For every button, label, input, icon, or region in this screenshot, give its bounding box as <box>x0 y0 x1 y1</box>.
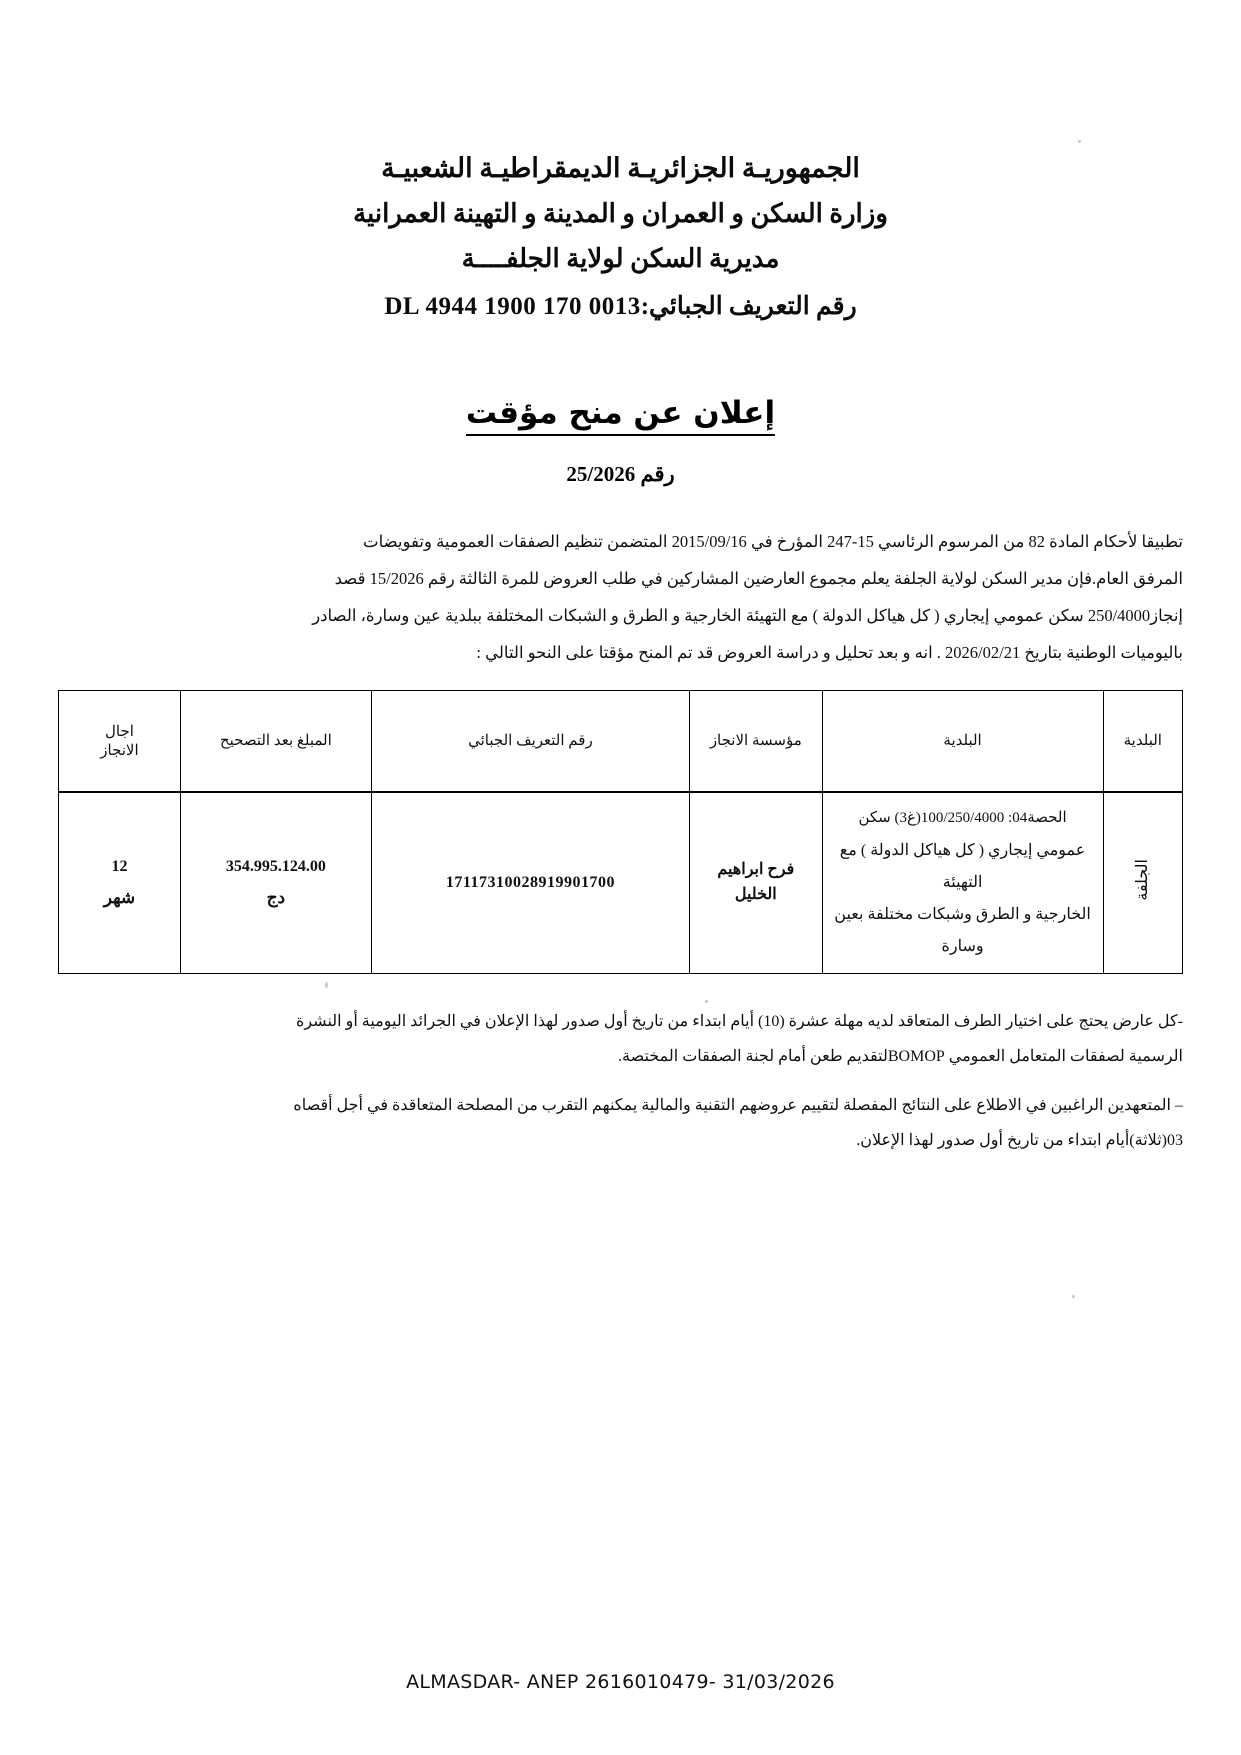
note-2-line-2: 03(ثلاثة)أيام ابتداء من تاريخ أول صدور لهذا الإعلان. <box>856 1132 1183 1150</box>
cell-wilaya <box>1103 792 1182 974</box>
cell-delay-value: 12 <box>111 857 128 875</box>
body-paragraph <box>58 523 1183 672</box>
body-line-2: المرفق العام.فإن مدير السكن لولاية الجلفة يعلم مجموع العارضين المشاركين في طلب العروض للمرة الثالثة رقم 15/2026 قصد <box>334 569 1183 589</box>
document-header <box>0 0 1241 323</box>
title-block <box>0 395 1241 436</box>
header-tax-id-line: رقم التعريف الجبائي:DL 4944 1900 170 0013 <box>384 293 857 320</box>
table-header-row <box>59 690 1183 792</box>
column-header-commune: البلدية <box>822 690 1103 792</box>
cell-firm-line-2: الخليل <box>734 885 777 903</box>
column-header-wilaya: البلدية <box>1103 690 1182 792</box>
scan-speck <box>705 1000 708 1003</box>
cell-delay <box>59 792 181 974</box>
header-directorate-line: مديرية السكن لولاية الجلفــــة <box>461 244 780 273</box>
cell-amount-value: 354.995.124.00 <box>225 857 326 875</box>
note-2-line-1: – المتعهدين الراغبين في الاطلاع على النتائج المفصلة لتقييم عروضهم التقنية والمالية يمكنهم التقرب من المصلحة المتعاقدة في أجل أقصاه <box>293 1096 1183 1114</box>
cell-delay-unit: شهر <box>103 887 136 907</box>
note-1-line-1: -كل عارض يحتج على اختيار الطرف المتعاقد لديه مهلة عشرة (10) أيام ابتداء من تاريخ أول صدور لهذا الإعلان في الجرائد اليومية أو النشرة <box>295 1012 1183 1030</box>
note-results-access <box>58 1088 1183 1158</box>
column-header-tax-id: رقم التعريف الجبائي <box>371 690 689 792</box>
cell-amount-currency: دج <box>266 887 286 907</box>
cell-tax-id: 17117310028919901700 <box>371 792 689 974</box>
cell-wilaya-label: الجلفة <box>1134 859 1152 901</box>
note-appeal-period <box>58 1004 1183 1074</box>
note-1-line-2: الرسمية لصفقات المتعامل العمومي BOMOPلتقديم طعن أمام لجنة الصفقات المختصة. <box>618 1047 1183 1065</box>
cell-lot-heading: الحصة04: 100/250/4000(غ3) سكن <box>858 809 1067 826</box>
cell-firm-line-1: فرح ابراهيم <box>717 860 795 878</box>
header-ministry-line: وزارة السكن و العمران و المدينة و التهينة العمرانية <box>353 199 888 228</box>
table-row <box>59 792 1183 974</box>
scan-speck <box>325 982 328 988</box>
cell-project-description <box>822 792 1103 974</box>
header-republic-line: الجمهوريـة الجزائريـة الديمقراطيـة الشعبيـة <box>381 153 860 183</box>
cell-desc-line-2: الخارجية و الطرق وشبكات مختلفة بعين وسارة <box>834 905 1091 955</box>
award-table <box>58 690 1183 974</box>
document-reference-number: رقم 25/2026 <box>566 462 675 486</box>
scan-speck <box>1078 140 1081 143</box>
table-header <box>59 690 1183 792</box>
page-title: إعلان عن منح مؤقت <box>466 395 775 436</box>
cell-desc-line-1: عمومي إيجاري ( كل هياكل الدولة ) مع التهيئة <box>839 841 1086 891</box>
column-header-delay-line1: اجال <box>104 723 134 740</box>
footer-reference: ALMASDAR- ANEP 2616010479- 31/03/2026 <box>406 1671 835 1693</box>
column-header-delay-line2: الانجاز <box>100 742 139 759</box>
scan-speck <box>1072 1295 1075 1298</box>
body-line-1: تطبيقا لأحكام المادة 82 من المرسوم الرئاسي 15-247 المؤرخ في 2015/09/16 المتضمن تنظيم الصفقات العمومية وتفويضات <box>363 532 1183 551</box>
notes-section <box>58 1004 1183 1159</box>
body-line-3: إنجاز250/4000 سكن عمومي إيجاري ( كل هياكل الدولة ) مع التهيئة الخارجية و الطرق و الشبكات المختلفة ببلدية عين وسارة، الصادر <box>312 606 1183 626</box>
cell-firm-name <box>690 792 822 974</box>
column-header-amount: المبلغ بعد التصحيح <box>180 690 371 792</box>
column-header-delay <box>59 690 181 792</box>
cell-amount <box>180 792 371 974</box>
column-header-firm: مؤسسة الانجاز <box>690 690 822 792</box>
table-body <box>59 792 1183 974</box>
body-line-4: باليوميات الوطنية بتاريخ 2026/02/21 . انه و بعد تحليل و دراسة العروض قد تم المنح مؤقتا على النحو التالي : <box>476 643 1183 663</box>
